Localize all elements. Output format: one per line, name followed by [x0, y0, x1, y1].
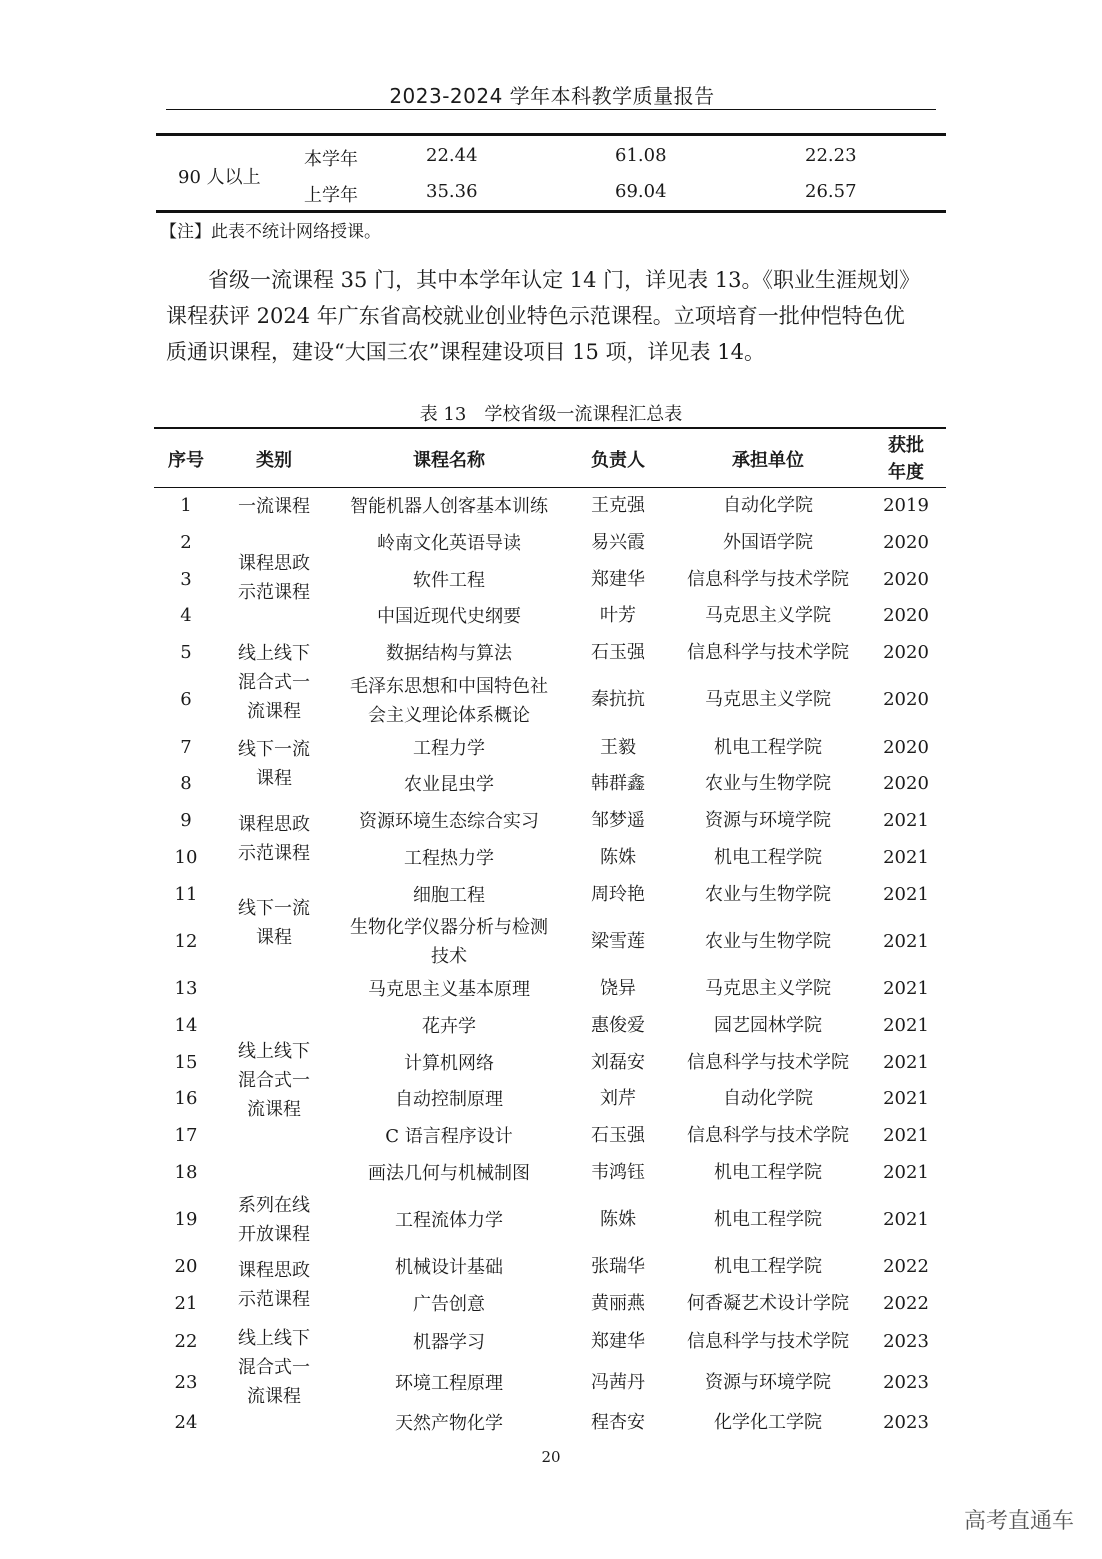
table-caption: 表 13 学校省级一流课程汇总表 [419, 404, 683, 425]
course-year: 2021 [883, 978, 929, 999]
course-unit: 农业与生物学院 [705, 931, 831, 952]
prev-table-top-rule [156, 133, 946, 136]
course-year: 2019 [883, 495, 929, 516]
course-leader: 惠俊爱 [591, 1015, 645, 1036]
course-name: 细胞工程 [413, 885, 485, 906]
course-year: 2021 [883, 1052, 929, 1073]
course-unit: 自动化学院 [723, 495, 813, 516]
course-leader: 石玉强 [591, 1125, 645, 1146]
category-cell [222, 1324, 326, 1411]
col-header-unit: 承担单位 [732, 450, 804, 471]
course-leader: 黄丽燕 [591, 1293, 645, 1314]
category-line: 混合式一 [238, 1357, 310, 1378]
row-no: 5 [180, 642, 192, 663]
course-unit: 信息科学与技术学院 [687, 642, 849, 663]
course-name: 生物化学仪器分析与检测技术 [350, 917, 548, 967]
course-leader: 秦抗抗 [591, 689, 645, 710]
course-leader: 程杏安 [591, 1412, 645, 1433]
course-name: 岭南文化英语导读 [377, 533, 521, 554]
course-unit: 化学化工学院 [714, 1412, 822, 1433]
course-name: 马克思主义基本原理 [368, 979, 530, 1000]
prev-table-value: 22.44 [426, 145, 478, 166]
col-header-year-line: 获批 [888, 435, 924, 456]
category-line: 课程思政 [238, 553, 310, 574]
course-name: 天然产物化学 [395, 1413, 503, 1434]
category-line: 混合式一 [238, 1070, 310, 1091]
course-leader: 郑建华 [591, 569, 645, 590]
report-title: 2023-2024 学年本科教学质量报告 [389, 84, 715, 108]
course-year: 2020 [883, 569, 929, 590]
course-year: 2021 [883, 1088, 929, 1109]
course-name: 软件工程 [413, 570, 485, 591]
course-unit: 资源与环境学院 [705, 1372, 831, 1393]
course-name: 智能机器人创客基本训练 [350, 496, 548, 517]
course-unit: 园艺园林学院 [714, 1015, 822, 1036]
course-leader: 冯茜丹 [591, 1372, 645, 1393]
row-no: 3 [180, 569, 192, 590]
category-line: 流课程 [247, 701, 301, 722]
category-line: 线上线下 [238, 643, 310, 664]
course-leader: 周玲艳 [591, 884, 645, 905]
course-name: 计算机网络 [404, 1053, 494, 1074]
course-year: 2021 [883, 810, 929, 831]
col-header-name: 课程名称 [413, 450, 485, 471]
row-no: 14 [174, 1015, 198, 1036]
category-line: 系列在线 [238, 1195, 310, 1216]
row-no: 9 [180, 810, 192, 831]
watermark: 高考直通车 [963, 1509, 1074, 1534]
course-leader: 陈姝 [600, 1209, 636, 1230]
row-no: 24 [174, 1412, 198, 1433]
row-no: 20 [174, 1256, 198, 1277]
table-top-rule [154, 427, 946, 429]
course-leader: 易兴霞 [591, 532, 645, 553]
course-unit: 自动化学院 [723, 1088, 813, 1109]
course-name: 数据结构与算法 [386, 643, 512, 664]
prev-table-value: 22.23 [805, 145, 857, 166]
course-name: 画法几何与机械制图 [368, 1163, 530, 1184]
course-unit: 信息科学与技术学院 [687, 1052, 849, 1073]
category-line: 课程思政 [238, 814, 310, 835]
course-year: 2020 [883, 642, 929, 663]
course-name: 工程力学 [413, 738, 485, 759]
category-line: 一流课程 [238, 496, 310, 517]
col-header-leader: 负责人 [591, 450, 645, 471]
prev-table-value: 26.57 [805, 181, 857, 202]
row-no: 21 [174, 1293, 198, 1314]
course-leader: 邹梦遥 [591, 810, 645, 831]
course-unit: 资源与环境学院 [705, 810, 831, 831]
category-line: 示范课程 [238, 843, 310, 864]
category-line: 流课程 [247, 1099, 301, 1120]
course-unit: 何香凝艺术设计学院 [687, 1293, 849, 1314]
col-header-no: 序号 [168, 450, 204, 471]
course-year: 2021 [883, 1162, 929, 1183]
row-no: 2 [180, 532, 192, 553]
row-no: 7 [180, 737, 192, 758]
course-leader: 石玉强 [591, 642, 645, 663]
category-cell [222, 639, 326, 726]
course-year: 2021 [883, 1209, 929, 1230]
course-year: 2023 [883, 1372, 929, 1393]
course-year: 2021 [883, 931, 929, 952]
course-unit: 机电工程学院 [714, 1209, 822, 1230]
row-no: 23 [174, 1372, 198, 1393]
col-header-category: 类别 [256, 450, 292, 471]
course-name: 机械设计基础 [395, 1257, 503, 1278]
course-year: 2020 [883, 605, 929, 626]
row-no: 13 [174, 978, 198, 999]
course-year: 2021 [883, 1125, 929, 1146]
prev-table-group-label: 90 人以上 [178, 167, 261, 188]
page-number: 20 [541, 1448, 561, 1466]
course-leader: 郑建华 [591, 1331, 645, 1352]
col-header-year-line: 年度 [888, 462, 924, 483]
body-paragraph-line: 省级一流课程 35 门，其中本学年认定 14 门，详见表 13。《职业生涯规划》 [208, 268, 921, 292]
category-cell [222, 492, 326, 521]
row-no: 15 [174, 1052, 198, 1073]
course-name: 广告创意 [413, 1294, 485, 1315]
row-no: 16 [174, 1088, 198, 1109]
course-leader: 王毅 [600, 737, 636, 758]
course-unit: 信息科学与技术学院 [687, 569, 849, 590]
row-no: 10 [174, 847, 198, 868]
row-no: 22 [174, 1331, 198, 1352]
course-name: 农业昆虫学 [404, 774, 494, 795]
course-leader: 刘磊安 [591, 1052, 645, 1073]
body-paragraph-line: 质通识课程，建设“大国三农”课程建设项目 15 项，详见表 14。 [166, 340, 765, 364]
category-cell [222, 549, 326, 607]
course-year: 2023 [883, 1331, 929, 1352]
category-line: 课程 [256, 927, 292, 948]
table-note: 【注】此表不统计网络授课。 [160, 222, 381, 242]
course-year: 2023 [883, 1412, 929, 1433]
body-paragraph-line: 课程获评 2024 年广东省高校就业创业特色示范课程。立项培育一批仲恺特色优 [166, 304, 905, 328]
row-no: 19 [174, 1209, 198, 1230]
category-line: 线下一流 [238, 898, 310, 919]
course-name: 花卉学 [422, 1016, 476, 1037]
category-line: 线下一流 [238, 739, 310, 760]
course-name: 工程流体力学 [395, 1210, 503, 1231]
course-year: 2022 [883, 1256, 929, 1277]
prev-table-value: 61.08 [615, 145, 667, 166]
table-header-rule [154, 487, 946, 488]
category-line: 课程 [256, 768, 292, 789]
row-no: 8 [180, 773, 192, 794]
category-cell [222, 1191, 326, 1249]
course-leader: 张瑞华 [591, 1256, 645, 1277]
course-name: 机器学习 [413, 1332, 485, 1353]
row-no: 12 [174, 931, 198, 952]
category-cell [222, 1037, 326, 1124]
prev-table-value: 69.04 [615, 181, 667, 202]
course-unit: 机电工程学院 [714, 1256, 822, 1277]
course-name: 中国近现代史纲要 [377, 606, 521, 627]
course-year: 2020 [883, 773, 929, 794]
course-unit: 机电工程学院 [714, 847, 822, 868]
category-line: 混合式一 [238, 672, 310, 693]
prev-table-value: 35.36 [426, 181, 478, 202]
category-line: 示范课程 [238, 1289, 310, 1310]
course-unit: 机电工程学院 [714, 737, 822, 758]
row-no: 1 [180, 495, 192, 516]
course-unit: 农业与生物学院 [705, 884, 831, 905]
course-year: 2022 [883, 1293, 929, 1314]
course-unit: 外国语学院 [723, 532, 813, 553]
category-cell [222, 894, 326, 952]
header-rule [166, 109, 936, 110]
course-unit: 马克思主义学院 [705, 605, 831, 626]
row-no: 11 [174, 884, 198, 905]
category-cell [222, 735, 326, 793]
category-cell [222, 810, 326, 868]
course-leader: 陈姝 [600, 847, 636, 868]
course-name: 毛泽东思想和中国特色社会主义理论体系概论 [350, 676, 548, 726]
course-unit: 马克思主义学院 [705, 689, 831, 710]
category-cell [222, 1256, 326, 1314]
prev-table-bottom-rule [156, 210, 946, 213]
category-line: 开放课程 [238, 1224, 310, 1245]
course-leader: 饶异 [600, 978, 636, 999]
course-year: 2021 [883, 1015, 929, 1036]
prev-table-term: 本学年 [304, 149, 358, 170]
course-name: C 语言程序设计 [385, 1126, 513, 1147]
course-name: 工程热力学 [404, 848, 494, 869]
course-leader: 刘芹 [600, 1088, 636, 1109]
prev-table-term: 上学年 [304, 185, 358, 206]
course-unit: 农业与生物学院 [705, 773, 831, 794]
category-line: 流课程 [247, 1386, 301, 1407]
row-no: 6 [180, 689, 192, 710]
category-line: 示范课程 [238, 582, 310, 603]
course-name: 环境工程原理 [395, 1373, 503, 1394]
course-leader: 叶芳 [600, 605, 636, 626]
course-year: 2020 [883, 532, 929, 553]
course-unit: 机电工程学院 [714, 1162, 822, 1183]
category-line: 线上线下 [238, 1328, 310, 1349]
course-name: 资源环境生态综合实习 [359, 811, 539, 832]
row-no: 18 [174, 1162, 198, 1183]
category-line: 线上线下 [238, 1041, 310, 1062]
row-no: 4 [180, 605, 192, 626]
course-name: 自动控制原理 [395, 1089, 503, 1110]
col-header-year [872, 432, 940, 486]
course-year: 2020 [883, 737, 929, 758]
course-unit: 信息科学与技术学院 [687, 1125, 849, 1146]
course-year: 2020 [883, 689, 929, 710]
course-unit: 马克思主义学院 [705, 978, 831, 999]
course-year: 2021 [883, 884, 929, 905]
category-line: 课程思政 [238, 1260, 310, 1281]
course-leader: 梁雪莲 [591, 931, 645, 952]
course-unit: 信息科学与技术学院 [687, 1331, 849, 1352]
course-leader: 王克强 [591, 495, 645, 516]
course-year: 2021 [883, 847, 929, 868]
course-leader: 韦鸿钰 [591, 1162, 645, 1183]
course-leader: 韩群鑫 [591, 773, 645, 794]
row-no: 17 [174, 1125, 198, 1146]
